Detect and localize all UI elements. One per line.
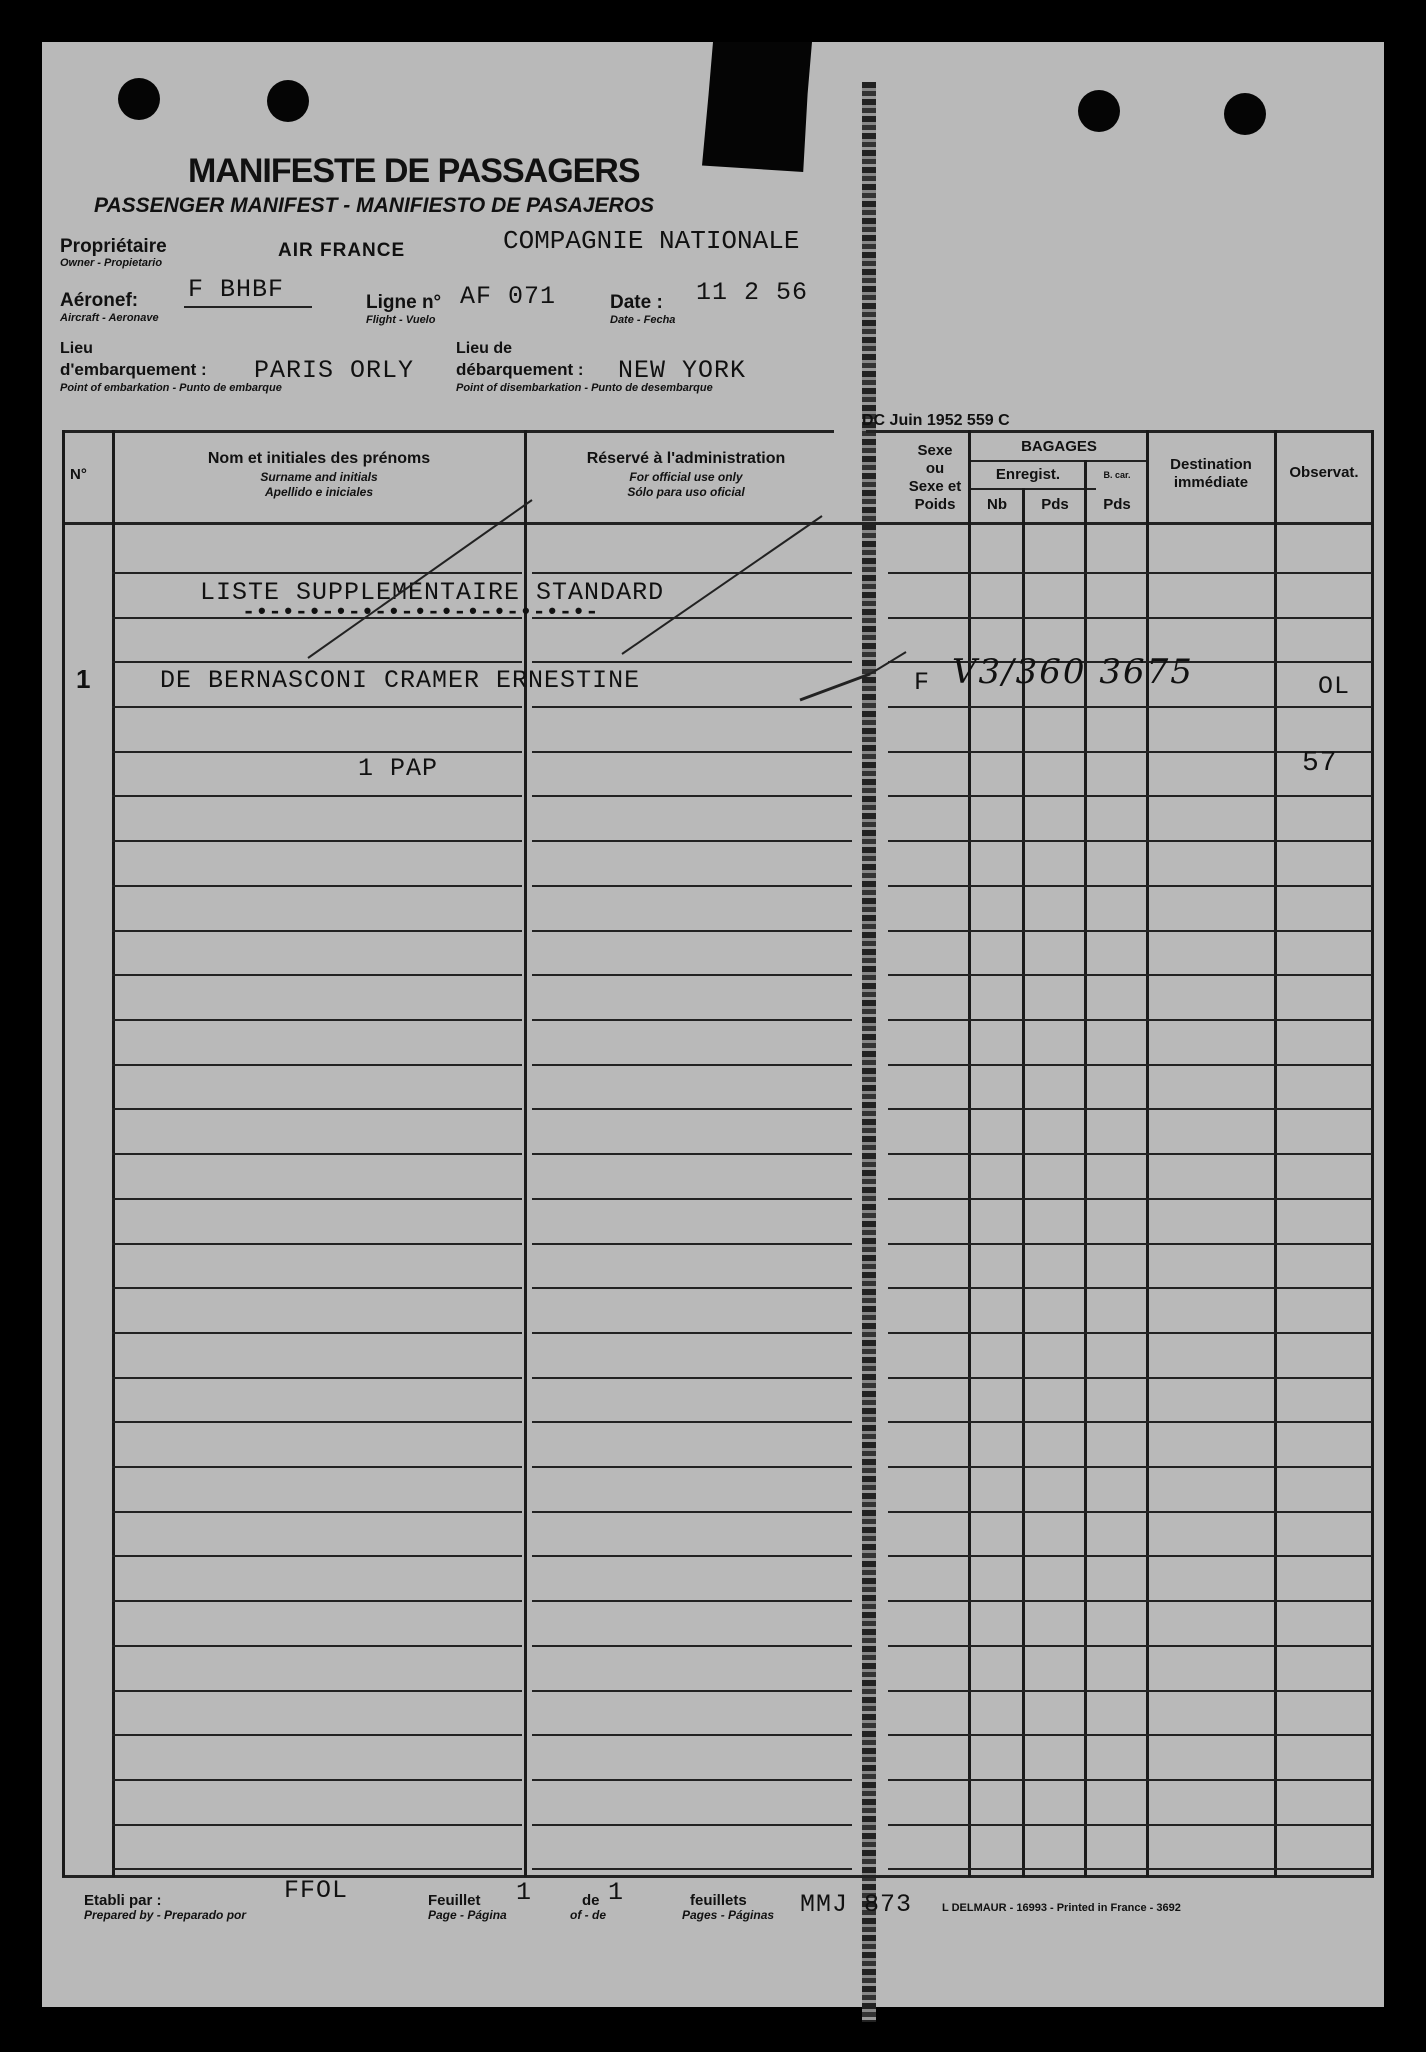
page-subtitle: PASSENGER MANIFEST - MANIFIESTO DE PASAJEROS	[94, 194, 655, 217]
row-rule	[1274, 1332, 1372, 1334]
row-rule	[112, 1377, 522, 1379]
col-sex-4: Poids	[914, 496, 956, 513]
row-rule	[1146, 1555, 1274, 1557]
row-rule	[532, 1690, 852, 1692]
row-rule	[1274, 1734, 1372, 1736]
owner-label: Propriétaire	[60, 236, 167, 257]
owner-value: AIR FRANCE	[278, 240, 406, 261]
row-rule	[1146, 1019, 1274, 1021]
row-rule	[532, 1108, 852, 1110]
row-rule	[532, 1287, 852, 1289]
sheets-label: feuillets	[690, 1892, 747, 1909]
col-enregist-header: Enregist.	[995, 466, 1061, 483]
row-rule	[968, 974, 1146, 976]
row-rule	[968, 1332, 1146, 1334]
col-sex-2: ou	[925, 460, 945, 477]
page-title: MANIFESTE DE PASSAGERS	[188, 152, 640, 190]
col-admin-header: Réservé à l'administration	[586, 450, 786, 467]
row-rule	[968, 1377, 1146, 1379]
of-value: 1	[608, 1878, 625, 1907]
row2-observation: 57	[1302, 748, 1338, 779]
row-rule	[112, 795, 522, 797]
row-rule	[532, 1645, 852, 1647]
heading-dashes: -•-•-•-•-•-•-•-•-•-•-•-•-•-	[242, 600, 599, 625]
row-rule	[888, 974, 968, 976]
row-rule	[888, 885, 968, 887]
row-rule	[532, 1824, 852, 1826]
row-rule	[1274, 1511, 1372, 1513]
row-rule	[1146, 1287, 1274, 1289]
row-rule	[112, 1064, 522, 1066]
hand-marks	[62, 430, 1374, 750]
col-hand-pds-header: Pds	[1103, 496, 1131, 513]
row-rule	[1274, 1868, 1372, 1870]
row-rule	[112, 1019, 522, 1021]
of-sublabel: of - de	[570, 1908, 606, 1922]
punch-hole-4	[1224, 93, 1266, 135]
row-rule	[112, 930, 522, 932]
col-nb-header: Nb	[987, 496, 1007, 513]
row-rule	[1146, 1466, 1274, 1468]
row-rule	[112, 1824, 522, 1826]
form-code: DC Juin 1952 559 C	[862, 412, 1010, 429]
hand-stroke-4	[870, 652, 906, 674]
row-rule	[1146, 1600, 1274, 1602]
row-rule	[1146, 1332, 1274, 1334]
aircraft-value: F BHBF	[188, 275, 285, 304]
row-rule	[1146, 1108, 1274, 1110]
row-rule	[888, 1779, 968, 1781]
row-rule	[532, 1511, 852, 1513]
embark-value: PARIS ORLY	[254, 356, 415, 385]
row-rule	[968, 1108, 1146, 1110]
row-rule	[888, 1243, 968, 1245]
row-rule	[532, 1153, 852, 1155]
punch-hole-1	[118, 78, 160, 120]
date-label: Date :	[610, 292, 663, 313]
row-rule	[968, 1198, 1146, 1200]
row-rule	[1146, 1824, 1274, 1826]
row-rule	[1146, 1690, 1274, 1692]
row-rule	[1274, 1690, 1372, 1692]
row-rule	[888, 1466, 968, 1468]
row-rule	[532, 1600, 852, 1602]
row-rule	[112, 840, 522, 842]
row-rule	[112, 885, 522, 887]
row-rule	[888, 1287, 968, 1289]
table-bottom	[62, 1875, 1374, 1878]
row-rule	[1146, 840, 1274, 842]
aircraft-sublabel: Aircraft - Aeronave	[60, 312, 159, 324]
embark-label-2: d'embarquement :	[60, 360, 207, 379]
disembark-value: NEW YORK	[618, 356, 747, 385]
col-admin-sub1: For official use only	[629, 470, 743, 484]
row-rule	[1274, 1108, 1372, 1110]
row-rule	[968, 1019, 1146, 1021]
row-rule	[1146, 1198, 1274, 1200]
row-rule	[1274, 885, 1372, 887]
row-rule	[112, 1645, 522, 1647]
row-rule	[1274, 930, 1372, 932]
row-rule	[968, 1600, 1146, 1602]
row-rule	[888, 1734, 968, 1736]
row-rule	[1274, 974, 1372, 976]
row-rule	[1146, 1153, 1274, 1155]
row-rule	[112, 1198, 522, 1200]
row-rule	[1274, 1555, 1372, 1557]
aircraft-underline	[184, 306, 312, 308]
col-destination-2: immédiate	[1173, 474, 1249, 491]
row-rule	[888, 751, 968, 753]
row-rule	[1146, 1868, 1274, 1870]
row-rule	[888, 1198, 968, 1200]
row-rule	[532, 974, 852, 976]
row-rule	[968, 1690, 1146, 1692]
date-value: 11 2 56	[696, 278, 809, 307]
row-rule	[1274, 1824, 1372, 1826]
row-rule	[1146, 1779, 1274, 1781]
disembark-sublabel: Point of disembarkation - Punto de desembarque	[456, 382, 713, 394]
row-rule	[968, 1555, 1146, 1557]
row-rule	[112, 1421, 522, 1423]
punch-hole-3	[1078, 90, 1120, 132]
row-rule	[532, 1868, 852, 1870]
col-name-sub1: Surname and initials	[260, 470, 378, 484]
row-rule	[1146, 930, 1274, 932]
row-rule	[532, 1421, 852, 1423]
row1-handwritten: V3/360 3675	[952, 652, 1194, 692]
row-rule	[112, 1734, 522, 1736]
row-rule	[1146, 1064, 1274, 1066]
row-rule	[968, 840, 1146, 842]
row-rule	[888, 1824, 968, 1826]
row-rule	[112, 1153, 522, 1155]
row-rule	[1146, 1645, 1274, 1647]
row-rule	[112, 1287, 522, 1289]
passenger-table	[62, 430, 1374, 1877]
row-rule	[112, 1332, 522, 1334]
row-rule	[968, 930, 1146, 932]
stamp-number: MMJ 873	[800, 1890, 913, 1919]
col-sex-3: Sexe et	[908, 478, 962, 495]
row-rule	[968, 1421, 1146, 1423]
row-rule	[888, 1421, 968, 1423]
sheet-label: Feuillet	[428, 1892, 481, 1909]
row-rule	[888, 1153, 968, 1155]
row-rule	[532, 1779, 852, 1781]
prepared-value: FFOL	[284, 1876, 349, 1905]
row-rule	[888, 1332, 968, 1334]
flight-label: Ligne n°	[366, 292, 442, 313]
row-rule	[112, 974, 522, 976]
row-rule	[112, 751, 522, 753]
row-rule	[112, 1779, 522, 1781]
row-rule	[968, 1824, 1146, 1826]
row1-number: 1	[76, 664, 91, 694]
hand-stroke-2	[622, 516, 822, 654]
row-rule	[968, 885, 1146, 887]
disembark-label-2: débarquement :	[456, 360, 584, 379]
row-rule	[888, 795, 968, 797]
row-rule	[112, 1690, 522, 1692]
col-bagages-header: BAGAGES	[1021, 438, 1097, 455]
owner-sublabel: Owner - Propietario	[60, 257, 163, 269]
row-rule	[968, 1511, 1146, 1513]
row-rule	[968, 1645, 1146, 1647]
row-rule	[1274, 1466, 1372, 1468]
row-rule	[1274, 1600, 1372, 1602]
row-rule	[532, 1555, 852, 1557]
row-rule	[532, 1332, 852, 1334]
row-rule	[968, 1734, 1146, 1736]
row-rule	[112, 1868, 522, 1870]
col-destination-1: Destination	[1170, 456, 1252, 473]
col-name-header: Nom et initiales des prénoms	[207, 450, 431, 467]
row-rule	[1146, 1734, 1274, 1736]
col-no-header: N°	[70, 466, 87, 483]
row-rule	[968, 1153, 1146, 1155]
row-rule	[1146, 974, 1274, 976]
row-rule	[1146, 1511, 1274, 1513]
punch-hole-2	[267, 80, 309, 122]
row-rule	[968, 1064, 1146, 1066]
row-rule	[1274, 1064, 1372, 1066]
col-sex-1: Sexe	[917, 442, 953, 459]
row-rule	[112, 1466, 522, 1468]
row-rule	[532, 930, 852, 932]
row-rule	[968, 1243, 1146, 1245]
torn-corner	[702, 42, 812, 172]
hand-stroke-3	[800, 674, 870, 700]
row1-observation: OL	[1318, 672, 1351, 701]
row-rule	[888, 1690, 968, 1692]
row1-sex: F	[914, 668, 931, 697]
row-rule	[888, 1600, 968, 1602]
row-rule	[112, 1600, 522, 1602]
row-rule	[1146, 1377, 1274, 1379]
row-rule	[1274, 1287, 1372, 1289]
row-rule	[968, 1779, 1146, 1781]
col-pds-header: Pds	[1041, 496, 1069, 513]
row-rule	[968, 1287, 1146, 1289]
row-rule	[532, 1734, 852, 1736]
row-rule	[1274, 1377, 1372, 1379]
row-rule	[532, 1243, 852, 1245]
row-rule	[1274, 1153, 1372, 1155]
row-rule	[112, 1555, 522, 1557]
row-rule	[532, 1064, 852, 1066]
row-rule	[968, 795, 1146, 797]
row-rule	[1274, 1019, 1372, 1021]
hand-stroke-1	[308, 500, 532, 658]
row-rule	[532, 795, 852, 797]
flight-sublabel: Flight - Vuelo	[366, 314, 436, 326]
row-rule	[532, 885, 852, 887]
row-rule	[532, 751, 852, 753]
row-rule	[888, 1019, 968, 1021]
row-rule	[1274, 840, 1372, 842]
row-rule	[888, 1511, 968, 1513]
row-rule	[888, 1108, 968, 1110]
row-rule	[1274, 1198, 1372, 1200]
col-hand-header: B. car.	[1103, 470, 1131, 480]
row-rule	[532, 1466, 852, 1468]
aircraft-label: Aéronef:	[60, 290, 139, 311]
row-rule	[112, 1108, 522, 1110]
row2-note: 1 PAP	[358, 754, 439, 783]
row-rule	[888, 930, 968, 932]
row-rule	[1274, 1645, 1372, 1647]
embark-label-1: Lieu	[60, 340, 93, 357]
row-rule	[888, 1064, 968, 1066]
row-rule	[532, 1019, 852, 1021]
sheet-sublabel: Page - Página	[428, 1908, 507, 1922]
owner-typed: COMPAGNIE NATIONALE	[503, 226, 800, 256]
row-rule	[1146, 885, 1274, 887]
row-rule	[888, 1555, 968, 1557]
row-rule	[1146, 751, 1274, 753]
date-sublabel: Date - Fecha	[610, 314, 676, 326]
row-rule	[968, 1868, 1146, 1870]
col-name-sub2: Apellido e iniciales	[264, 485, 374, 499]
row-rule	[532, 1377, 852, 1379]
row-rule	[1274, 1421, 1372, 1423]
manifest-sheet	[42, 42, 1384, 2007]
flight-value: AF 071	[460, 282, 557, 311]
row-rule	[1146, 795, 1274, 797]
prepared-sublabel: Prepared by - Preparado por	[84, 1908, 247, 1922]
row-rule	[1146, 1243, 1274, 1245]
list-heading: LISTE SUPPLEMENTAIRE STANDARD	[200, 578, 665, 607]
row-rule	[888, 1377, 968, 1379]
printer-line: L DELMAUR - 16993 - Printed in France - 3692	[942, 1902, 1181, 1914]
row-rule	[968, 751, 1146, 753]
disembark-label-1: Lieu de	[456, 340, 513, 357]
row-rule	[1274, 1779, 1372, 1781]
row-rule	[1274, 795, 1372, 797]
col-observ-header: Observat.	[1289, 464, 1359, 481]
row-rule	[112, 1243, 522, 1245]
embark-sublabel: Point of embarkation - Punto de embarque	[60, 382, 282, 394]
row1-name: DE BERNASCONI CRAMER ERNESTINE	[160, 666, 641, 695]
row-rule	[532, 1198, 852, 1200]
sheet-value: 1	[516, 1878, 533, 1907]
row-rule	[888, 1868, 968, 1870]
row-rule	[532, 840, 852, 842]
row-rule	[1146, 1421, 1274, 1423]
of-label: de	[582, 1892, 600, 1909]
prepared-label: Etabli par :	[84, 1892, 162, 1909]
row-rule	[888, 1645, 968, 1647]
col-admin-sub2: Sólo para uso oficial	[627, 485, 745, 499]
row-rule	[1274, 1243, 1372, 1245]
row-rule	[112, 1511, 522, 1513]
row-rule	[888, 840, 968, 842]
row-rule	[968, 1466, 1146, 1468]
sheets-sublabel: Pages - Páginas	[682, 1908, 775, 1922]
